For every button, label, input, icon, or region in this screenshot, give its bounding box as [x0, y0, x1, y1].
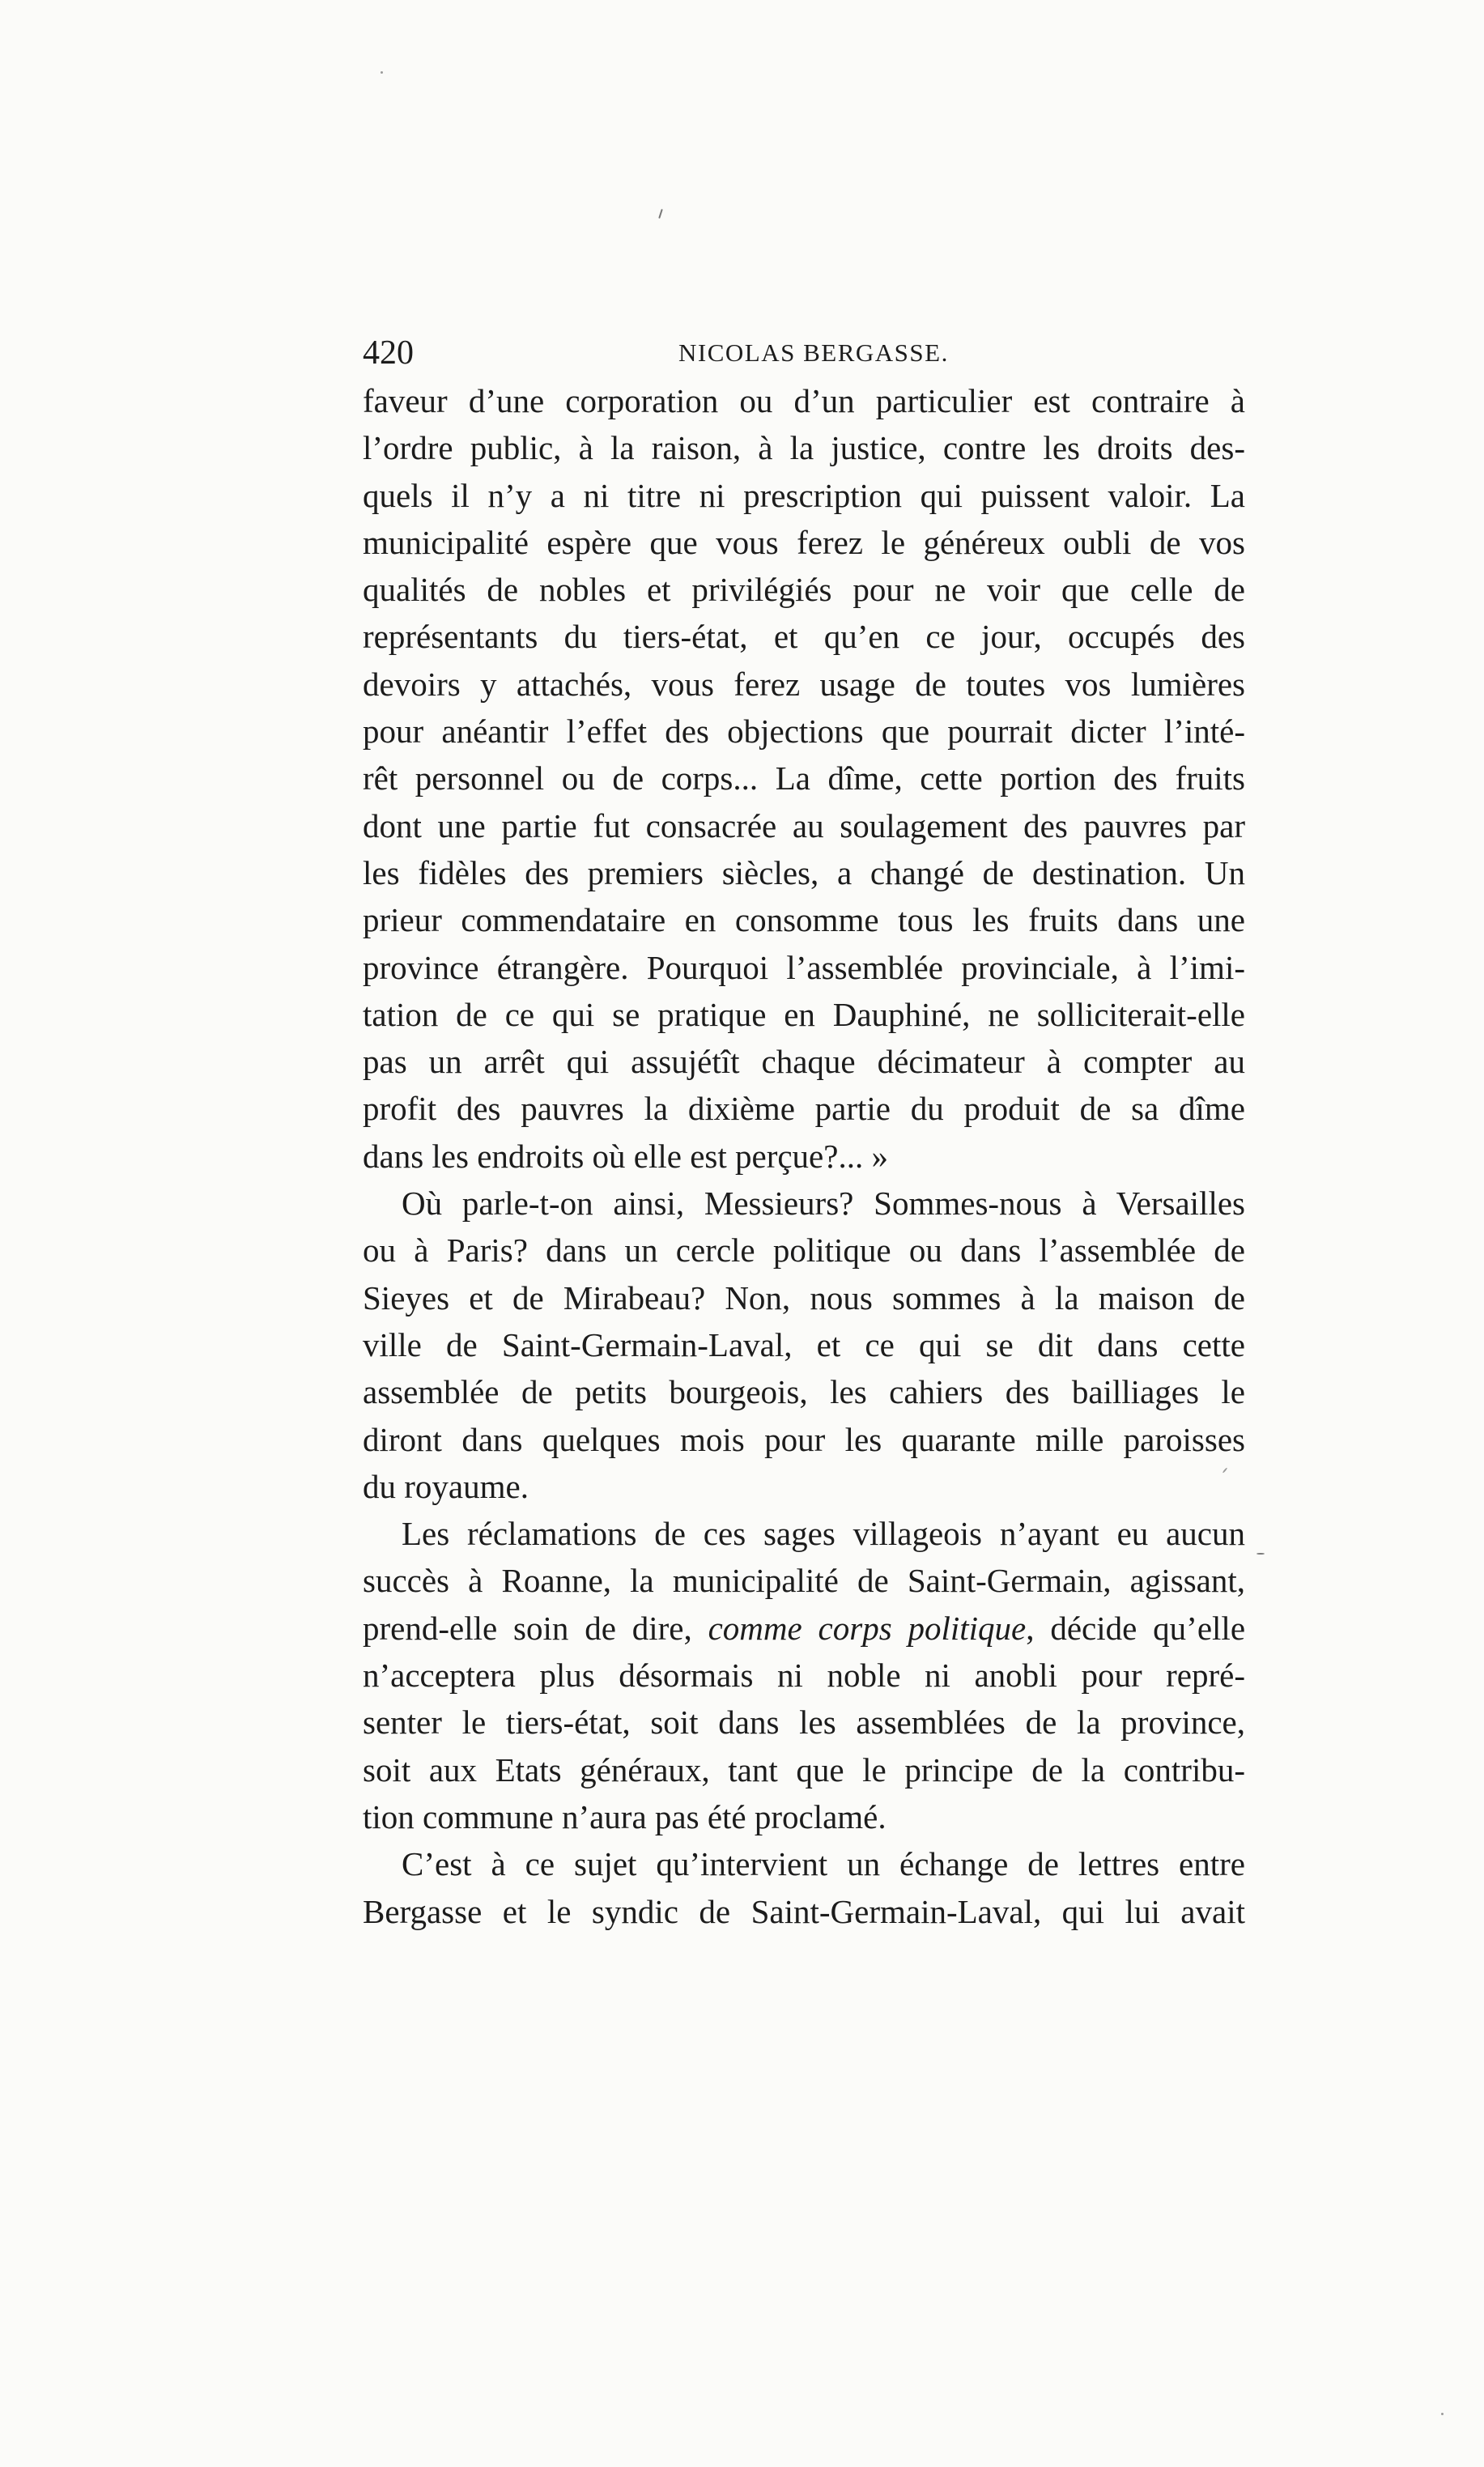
- text-line: soit aux Etats généraux, tant que le principe de la contribu-: [363, 1750, 1245, 1789]
- text-line: Bergasse et le syndic de Saint-Germain-Laval, qui lui avait: [363, 1892, 1245, 1930]
- text-line: Sieyes et de Mirabeau? Non, nous sommes à la maison de: [363, 1278, 1245, 1316]
- text-line: pas un arrêt qui assujétît chaque décimateur à compter au: [363, 1043, 1245, 1081]
- text-line: tion commune n’aura pas été proclamé.: [363, 1797, 887, 1835]
- text-line: prieur commendataire en consomme tous les fruits dans une: [363, 901, 1245, 939]
- text-line: les fidèles des premiers siècles, a changé de destination. Un: [363, 853, 1245, 891]
- text-line: représentants du tiers-état, et qu’en ce jour, occupés des: [363, 618, 1245, 656]
- text-line: pour anéantir l’effet des objections que pourrait dicter l’inté-: [363, 712, 1245, 751]
- text-line: rêt personnel ou de corps... La dîme, cette portion des fruits: [363, 759, 1245, 798]
- text-line: n’acceptera plus désormais ni noble ni anobli pour repré-: [363, 1657, 1245, 1695]
- text-line: du royaume.: [363, 1467, 529, 1505]
- text-fragment: , décide qu’elle: [1026, 1609, 1246, 1647]
- text-line-with-italic: [363, 1605, 1245, 1652]
- italic-phrase: comme corps politique: [708, 1609, 1027, 1647]
- ink-speck: [381, 71, 383, 74]
- text-line: l’ordre public, à la raison, à la justice, contre les droits des-: [363, 429, 1245, 467]
- text-line: faveur d’une corporation ou d’un particulier est contraire à: [363, 382, 1245, 419]
- text-line: C’est à ce sujet qu’intervient un échange de lettres entre: [402, 1845, 1245, 1883]
- ink-speck: [658, 209, 663, 219]
- body-text: [363, 377, 1245, 1935]
- text-fragment: prend-elle soin de dire,: [363, 1609, 692, 1647]
- text-line: province étrangère. Pourquoi l’assemblée provinciale, à l’imi-: [363, 948, 1245, 986]
- text-line: senter le tiers-état, soit dans les assemblées de la province,: [363, 1704, 1245, 1742]
- text-line: quels il n’y a ni titre ni prescription qui puissent valoir. La: [363, 476, 1245, 514]
- text-line: Où parle-t-on ainsi, Messieurs? Sommes-nous à Versailles: [402, 1185, 1245, 1223]
- running-head: NICOLAS BERGASSE.: [678, 338, 949, 367]
- text-line: municipalité espère que vous ferez le généreux oubli de vos: [363, 523, 1245, 561]
- text-line: assemblée de petits bourgeois, les cahiers des bailliages le: [363, 1373, 1245, 1411]
- text-line: tation de ce qui se pratique en Dauphiné, ne solliciterait-elle: [363, 995, 1245, 1033]
- text-line: succès à Roanne, la municipalité de Saint-Germain, agissant,: [363, 1562, 1245, 1600]
- text-line: profit des pauvres la dixième partie du produit de sa dîme: [363, 1090, 1245, 1128]
- text-line: diront dans quelques mois pour les quarante mille paroisses: [363, 1420, 1245, 1458]
- text-line: dont une partie fut consacrée au soulagement des pauvres par: [363, 806, 1245, 844]
- page-number: 420: [363, 334, 414, 372]
- text-line: qualités de nobles et privilégiés pour ne voir que celle de: [363, 571, 1245, 609]
- text-line: devoirs y attachés, vous ferez usage de toutes vos lumières: [363, 665, 1245, 703]
- ink-speck: [1441, 2413, 1444, 2415]
- text-line: ou à Paris? dans un cercle politique ou dans l’assemblée de: [363, 1231, 1245, 1270]
- page-header: [363, 329, 1245, 377]
- ink-speck: [1257, 1553, 1265, 1555]
- text-line: dans les endroits où elle est perçue?... »: [363, 1137, 888, 1175]
- text-line: ville de Saint-Germain-Laval, et ce qui se dit dans cette: [363, 1325, 1245, 1363]
- text-line: Les réclamations de ces sages villageois n’ayant eu aucun: [402, 1515, 1245, 1553]
